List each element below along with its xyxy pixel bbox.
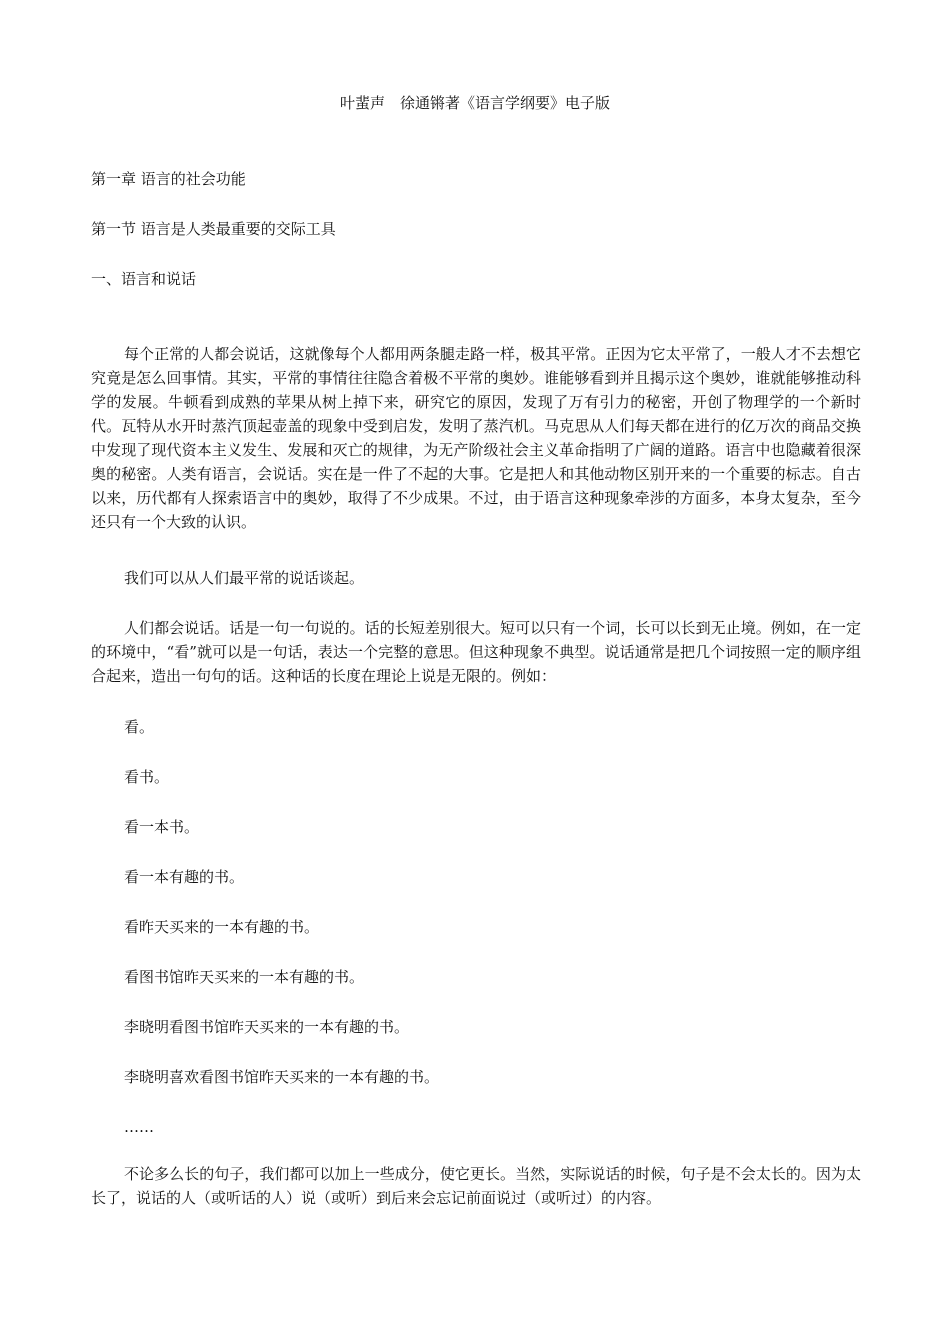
subsection-heading: 一、语言和说话: [91, 270, 197, 288]
example-ellipsis: ……: [124, 1118, 154, 1136]
example-sentence: 看昨天买来的一本有趣的书。: [124, 918, 320, 936]
body-paragraph: 我们可以从人们最平常的说话谈起。: [124, 569, 365, 587]
body-paragraph: 不论多么长的句子，我们都可以加上一些成分，使它更长。当然，实际说话的时候，句子是不会太长的。因为太长了，说话的人（或听话的人）说（或听）到后来会忘记前面说过（或听过）的内容。: [91, 1165, 861, 1207]
section-heading: 第一节 语言是人类最重要的交际工具: [91, 220, 336, 238]
example-sentence: 李晓明喜欢看图书馆昨天买来的一本有趣的书。: [124, 1068, 440, 1086]
example-sentence: 看。: [124, 718, 155, 736]
document-title: 叶蜚声 徐通锵著《语言学纲要》电子版: [339, 94, 610, 112]
example-sentence: 看一本有趣的书。: [124, 868, 245, 886]
chapter-heading: 第一章 语言的社会功能: [91, 170, 246, 188]
example-sentence: 看书。: [124, 768, 170, 786]
body-paragraph: 每个正常的人都会说话，这就像每个人都用两条腿走路一样，极其平常。正因为它太平常了，一般人才不去想它究竟是怎么回事情。其实，平常的事情往往隐含着极不平常的奥妙。谁能够看到并且揭示这个奥妙，谁就能够推动科学的发展。牛顿看到成熟的苹果从树上掉下来，研究它的原因，发现了万有引力的秘密，开创了物理学的一个新时代。瓦特从水开时蒸汽顶起壶盖的现象中受到启发，发明了蒸汽机。马克思从人们每天都在进行的亿万次的商品交换中发现了现代资本主义发生、发展和灭亡的规律，为无产阶级社会主义革命指明了广阔的道路。语言中也隐藏着很深奥的秘密。人类有语言，会说话。实在是一件了不起的大事。它是把人和其他动物区别开来的一个重要的标志。自古以来，历代都有人探索语言中的奥妙，取得了不少成果。不过，由于语言这种现象牵涉的方面多，本身太复杂，至今还只有一个大致的认识。: [91, 345, 861, 531]
body-paragraph: 人们都会说话。话是一句一句说的。话的长短差别很大。短可以只有一个词，长可以长到无止境。例如，在一定的环境中，“看”就可以是一句话，表达一个完整的意思。但这种现象不典型。说话通常是把几个词按照一定的顺序组合起来，造出一句句的话。这种话的长度在理论上说是无限的。例如：: [91, 619, 861, 685]
example-sentence: 李晓明看图书馆昨天买来的一本有趣的书。: [124, 1018, 410, 1036]
example-sentence: 看一本书。: [124, 818, 200, 836]
example-sentence: 看图书馆昨天买来的一本有趣的书。: [124, 968, 365, 986]
